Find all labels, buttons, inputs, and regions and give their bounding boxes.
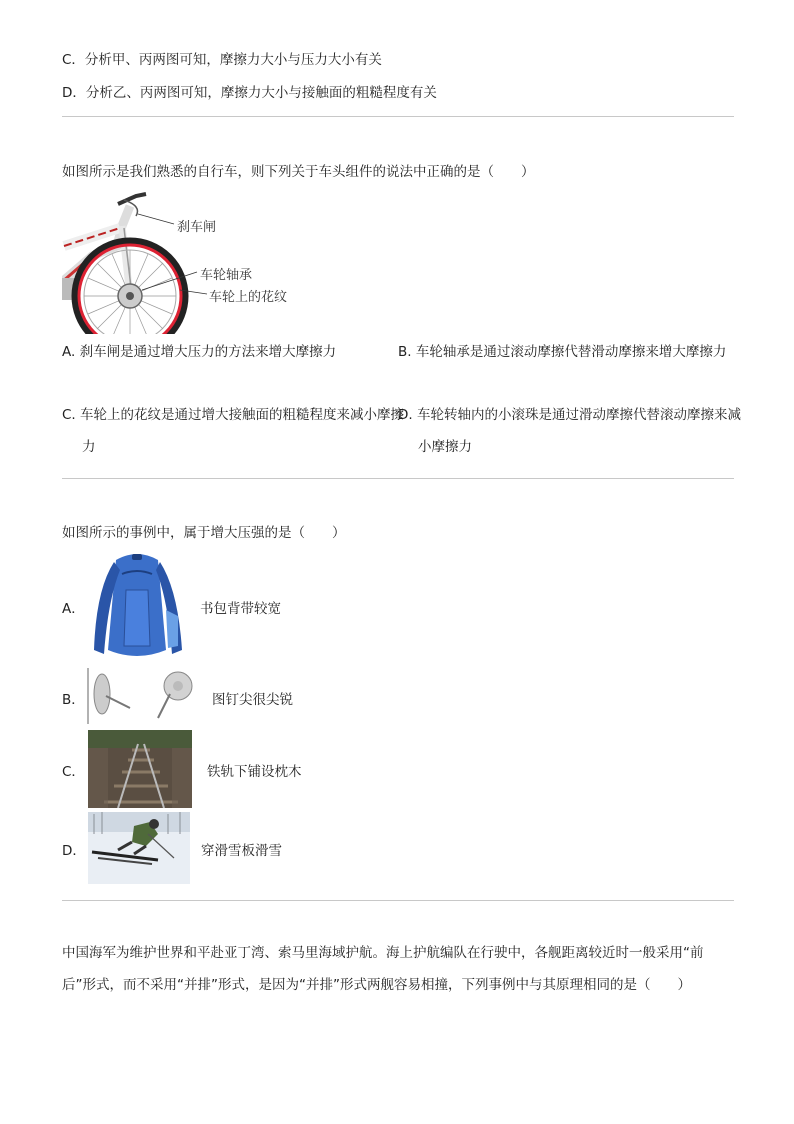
bicycle-image: [62, 186, 312, 334]
pressure-option-a-text: 书包背带较宽: [200, 601, 281, 617]
pressure-option-c-letter: C．: [62, 764, 85, 780]
divider: [62, 116, 734, 117]
railway-image: [88, 730, 192, 808]
pressure-question-stem: 如图所示的事例中，属于增大压强的是（ ）: [62, 525, 346, 541]
prev-option-d: D．分析乙、丙两图可知，摩擦力大小与接触面的粗糙程度有关: [62, 85, 437, 101]
pressure-option-c-text: 铁轨下铺设枕木: [207, 764, 302, 780]
bike-option-c: C. 车轮上的花纹是通过增大接触面的粗糙程度来减小摩擦力: [62, 407, 405, 455]
bike-label-brake: 刹车闸: [177, 220, 217, 235]
navy-question-stem: 中国海军为维护世界和平赴亚丁湾、索马里海域护航。海上护航编队在行驶中，各舰距离较近时一般采用“前后”形式，而不采用“并排”形式，是因为“并排”形式两舰容易相撞，下列事例中与其原理相同的是（ ）: [62, 945, 704, 993]
backpack-image: [86, 550, 188, 666]
skiing-image: [88, 812, 190, 884]
divider: [62, 478, 734, 479]
pressure-option-a-letter: A．: [62, 601, 85, 617]
bike-option-a: A. 刹车闸是通过增大压力的方法来增大摩擦力: [62, 344, 337, 360]
thumbtack-image: [86, 668, 202, 724]
bike-option-b: B. 车轮轴承是通过滚动摩擦代替滑动摩擦来增大摩擦力: [398, 344, 727, 360]
prev-option-c: C．分析甲、丙两图可知，摩擦力大小与压力大小有关: [62, 52, 382, 68]
bike-label-bearing: 车轮轴承: [200, 268, 253, 283]
bike-label-pattern: 车轮上的花纹: [209, 290, 288, 305]
bike-question-stem: 如图所示是我们熟悉的自行车，则下列关于车头组件的说法中正确的是（ ）: [62, 164, 535, 180]
pressure-option-d-letter: D．: [62, 843, 86, 859]
divider: [62, 900, 734, 901]
pressure-option-b-text: 图钉尖很尖锐: [212, 692, 293, 708]
bike-option-d: D. 车轮转轴内的小滚珠是通过滑动摩擦代替滚动摩擦来减小摩擦力: [398, 407, 741, 455]
pressure-option-d-text: 穿滑雪板滑雪: [201, 843, 282, 859]
pressure-option-b-letter: B．: [62, 692, 85, 708]
